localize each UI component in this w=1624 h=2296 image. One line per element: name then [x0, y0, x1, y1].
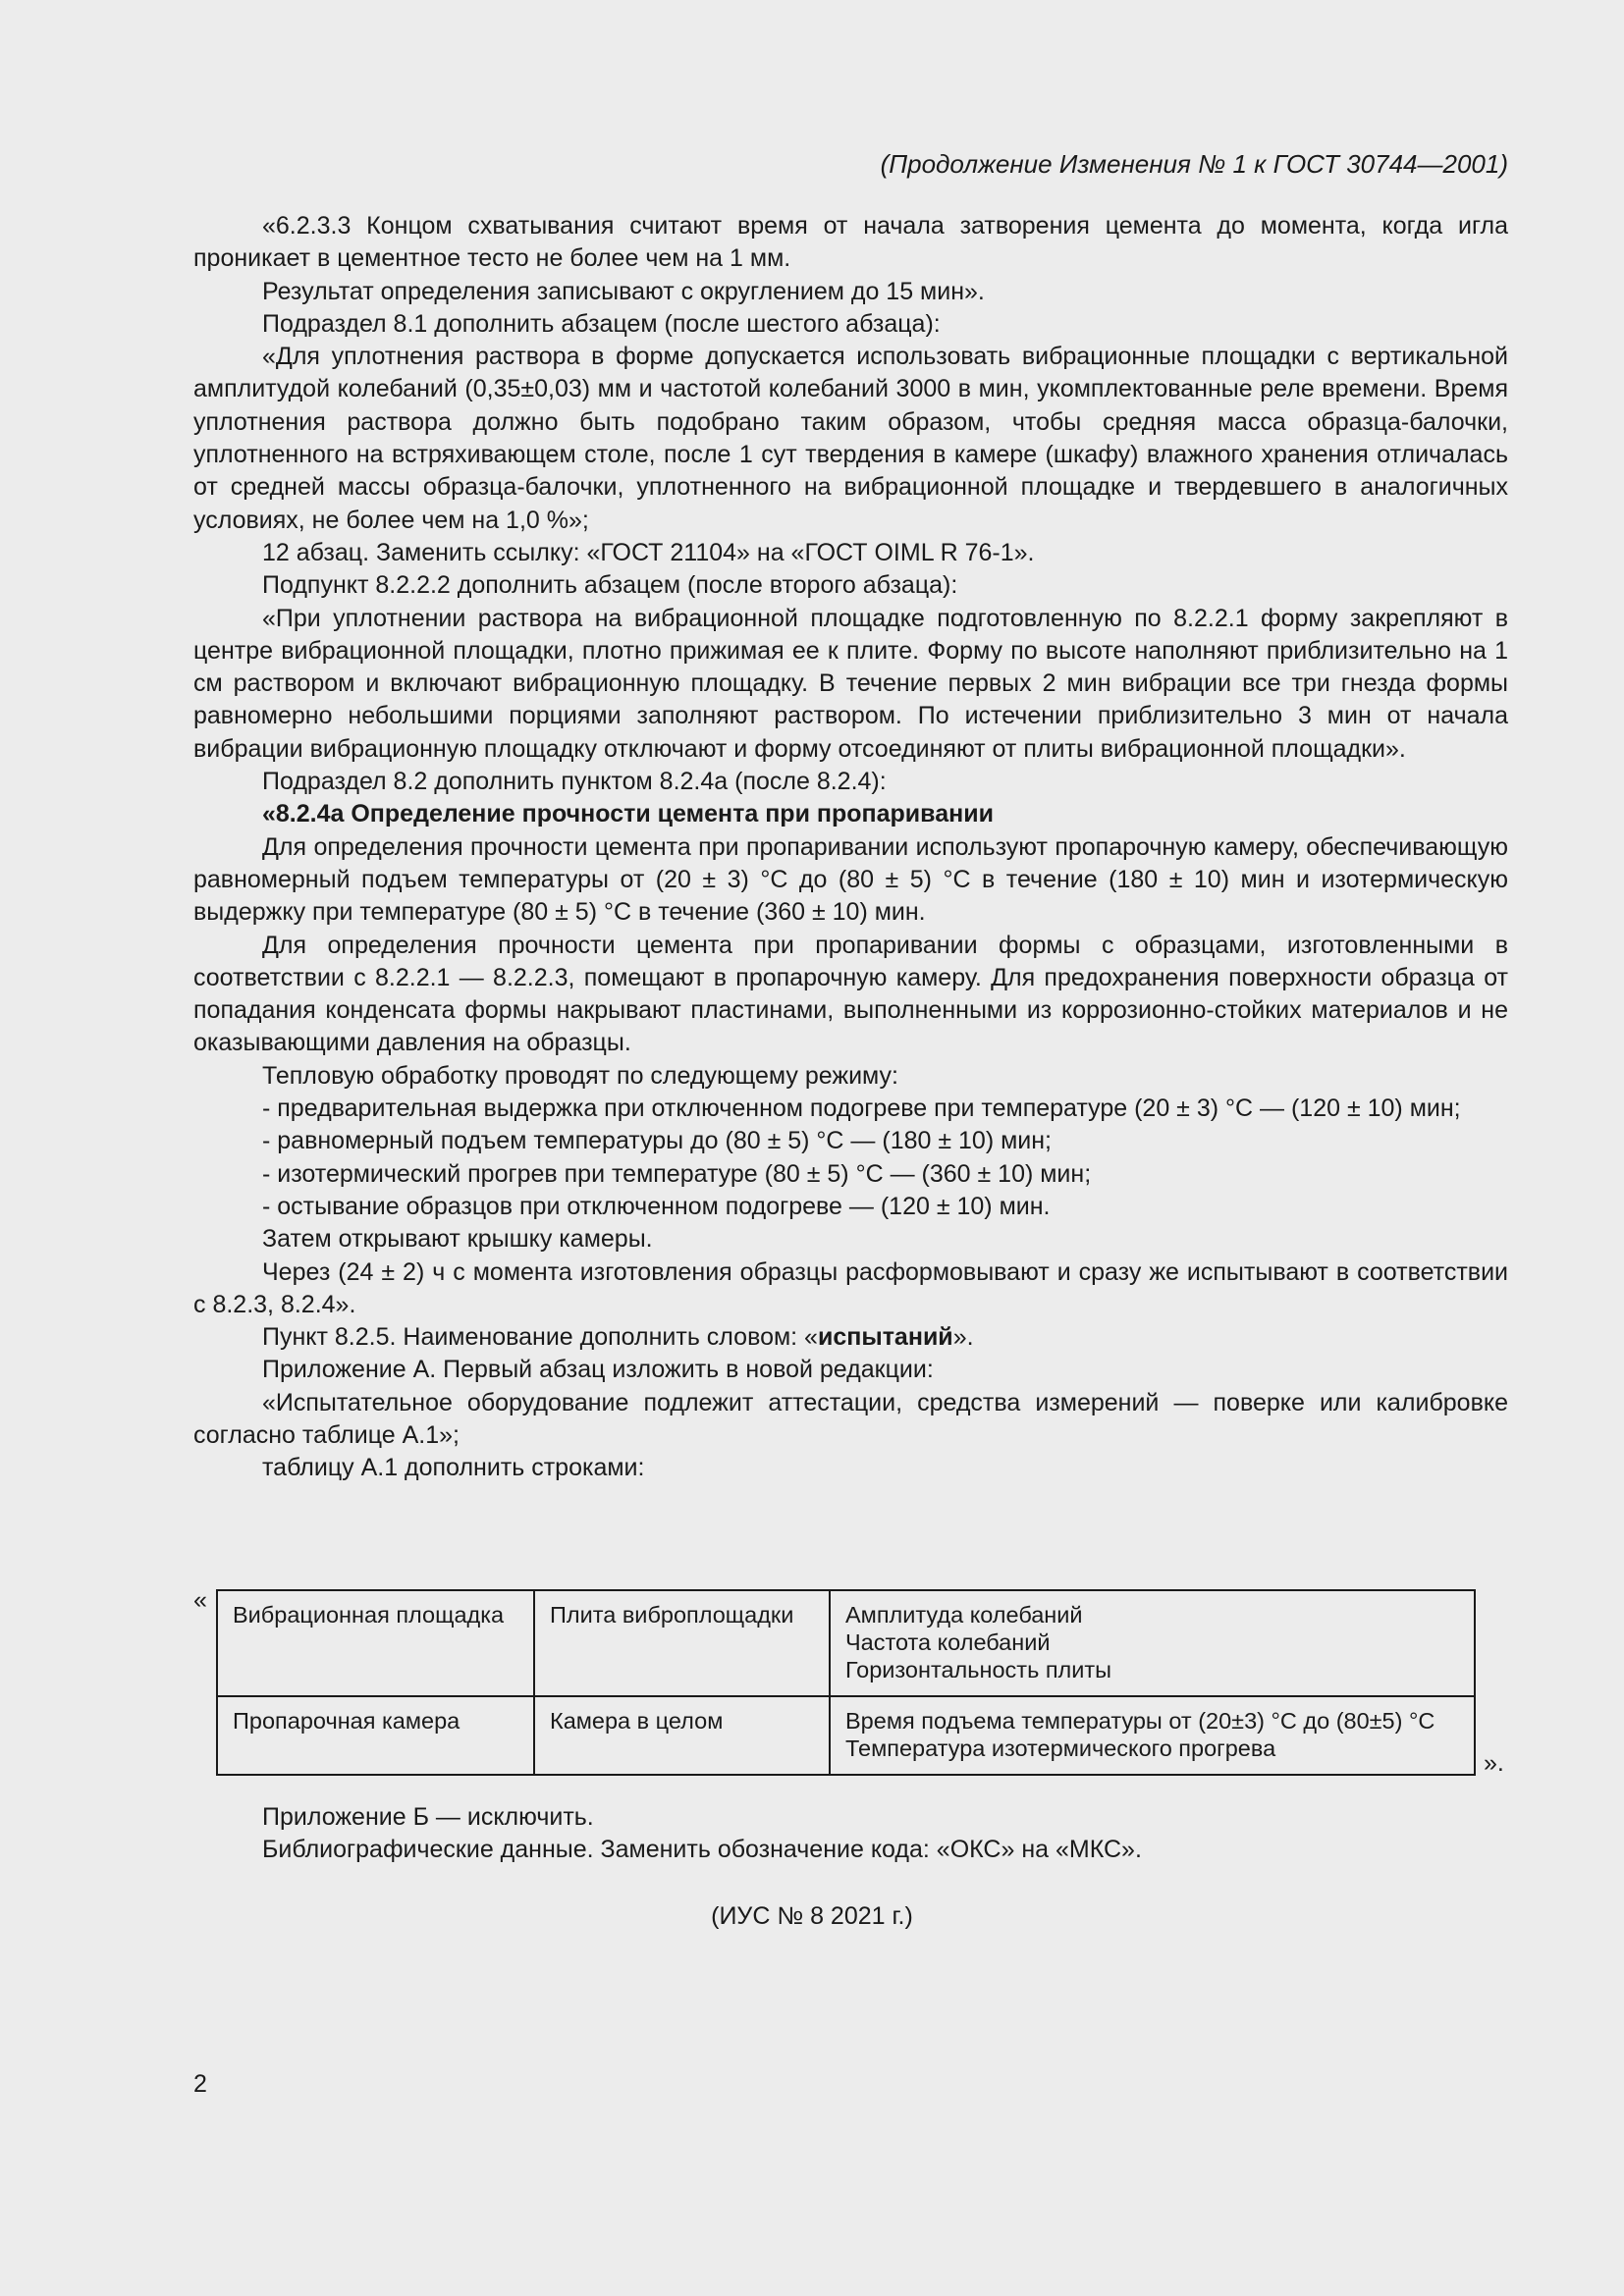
table-cell: [830, 1696, 1475, 1775]
page-header: (Продолжение Изменения № 1 к ГОСТ 30744—2001): [880, 149, 1508, 179]
paragraph: Библиографические данные. Заменить обозначение кода: «ОКС» на «МКС».: [262, 1836, 1142, 1864]
paragraph: Через (24 ± 2) ч с момента изготовления образцы расформовывают и сразу же испытывают в соответствии с 8.2.3, 8.2.4».: [193, 1257, 1508, 1318]
paragraph: Приложение А. Первый абзац изложить в новой редакции:: [262, 1356, 934, 1384]
paragraph: Затем открывают крышку камеры.: [262, 1225, 653, 1254]
paragraph-8-2-5: [193, 1321, 1508, 1354]
list-item: - изотермический прогрев при температуре (80 ± 5) °С — (360 ± 10) мин;: [262, 1159, 1092, 1188]
list-item: - равномерный подъем температуры до (80 ± 5) °С — (180 ± 10) мин;: [262, 1127, 1053, 1155]
paragraph: 12 абзац. Заменить ссылку: «ГОСТ 21104» на «ГОСТ OIML R 76-1».: [262, 538, 1035, 566]
table-a1-rows: [216, 1589, 1476, 1776]
paragraph: Подраздел 8.2 дополнить пунктом 8.2.4а (после 8.2.4):: [262, 768, 887, 796]
table-cell: Плита виброплощадки: [534, 1590, 830, 1696]
paragraph: Для определения прочности цемента при пропаривании формы с образцами, изготовленными в соответствии с 8.2.2.1 — 8.2.2.3, помещают в пропарочную камеру. Для предохранения поверхности образца от попадания конденсата формы накрывают пластинами, выполненными из коррозионно-стойких материалов и не оказывающими давления на образцы.: [193, 931, 1508, 1057]
list-item: - остывание образцов при отключенном подогреве — (120 ± 10) мин.: [262, 1192, 1051, 1220]
cell-line: Температура изотермического прогрева: [845, 1735, 1276, 1761]
closing-quote: ».: [1484, 1749, 1504, 1777]
section-heading-8-2-4a: «8.2.4а Определение прочности цемента при пропаривании: [262, 800, 994, 828]
ius-reference: (ИУС № 8 2021 г.): [711, 1902, 913, 1930]
paragraph: «6.2.3.3 Концом схватывания считают время от начала затворения цемента до момента, когда игла проникает в цементное тесто не более чем на 1 мм.: [193, 212, 1508, 273]
paragraph: Результат определения записывают с округлением до 15 мин».: [262, 277, 985, 305]
table-cell: Пропарочная камера: [217, 1696, 534, 1775]
table-cell: [830, 1590, 1475, 1696]
opening-quote: «: [193, 1586, 207, 1614]
table-row: [217, 1696, 1475, 1775]
cell-line: Частота колебаний: [845, 1629, 1051, 1655]
document-body: [193, 210, 1508, 1485]
paragraph: Приложение Б — исключить.: [262, 1803, 594, 1831]
text-run: ».: [952, 1323, 974, 1352]
paragraph: Для определения прочности цемента при пропаривании используют пропарочную камеру, обеспечивающую равномерный подъем температуры от (20 ± 3) °С до (80 ± 5) °С в течение (180 ± 10) мин и изотермическую выдержку при температуре (80 ± 5) °С в течение (360 ± 10) мин.: [193, 832, 1508, 927]
table-cell: Камера в целом: [534, 1696, 830, 1775]
cell-line: Время подъема температуры от (20±3) °С до (80±5) °С: [845, 1708, 1435, 1734]
table-row: [217, 1590, 1475, 1696]
paragraph: «При уплотнении раствора на вибрационной площадке подготовленную по 8.2.2.1 форму закрепляют в центре вибрационной площадки, плотно прижимая ее к плите. Форму по высоте наполняют приблизительно на 1 см раствором и включают вибрационную площадку. В течение первых 2 мин вибрации все три гнезда формы равномерно небольшими порциями заполняют раствором. По истечении приблизительно 3 мин от начала вибрации вибрационную площадку отключают и форму отсоединяют от плиты вибрационной площадки».: [193, 604, 1508, 763]
list-item: - предварительная выдержка при отключенном подогреве при температуре (20 ± 3) °С — (120 ± 10) мин;: [262, 1095, 1461, 1123]
paragraph: таблицу А.1 дополнить строками:: [262, 1454, 645, 1482]
page-number: 2: [193, 2070, 207, 2098]
bold-word: испытаний: [817, 1323, 953, 1352]
paragraph: Подраздел 8.1 дополнить абзацем (после шестого абзаца):: [262, 309, 941, 338]
table-block: [193, 1584, 1508, 1781]
paragraph: Подпункт 8.2.2.2 дополнить абзацем (после второго абзаца):: [262, 571, 958, 600]
cell-line: Амплитуда колебаний: [845, 1602, 1083, 1628]
paragraph: «Для уплотнения раствора в форме допускается использовать вибрационные площадки с вертикальной амплитудой колебаний (0,35±0,03) мм и частотой колебаний 3000 в мин, укомплектованные реле времени. Время уплотнения раствора должно быть подобрано таким образом, чтобы средняя масса образца-балочки, уплотненного на встряхивающем столе, после 1 сут твердения в камере (шкафу) влажного хранения отличалась от средней массы образца-балочки, уплотненного на вибрационной площадке и твердевшего в аналогичных условиях, не более чем на 1,0 %»;: [193, 343, 1508, 534]
closing-paragraphs: [193, 1801, 1508, 1867]
table-cell: Вибрационная площадка: [217, 1590, 534, 1696]
paragraph: «Испытательное оборудование подлежит аттестации, средства измерений — поверке или калибровке согласно таблице А.1»;: [193, 1388, 1508, 1449]
cell-line: Горизонтальность плиты: [845, 1657, 1112, 1682]
text-run: Пункт 8.2.5. Наименование дополнить словом: «: [262, 1323, 818, 1352]
paragraph: Тепловую обработку проводят по следующему режиму:: [262, 1061, 898, 1090]
